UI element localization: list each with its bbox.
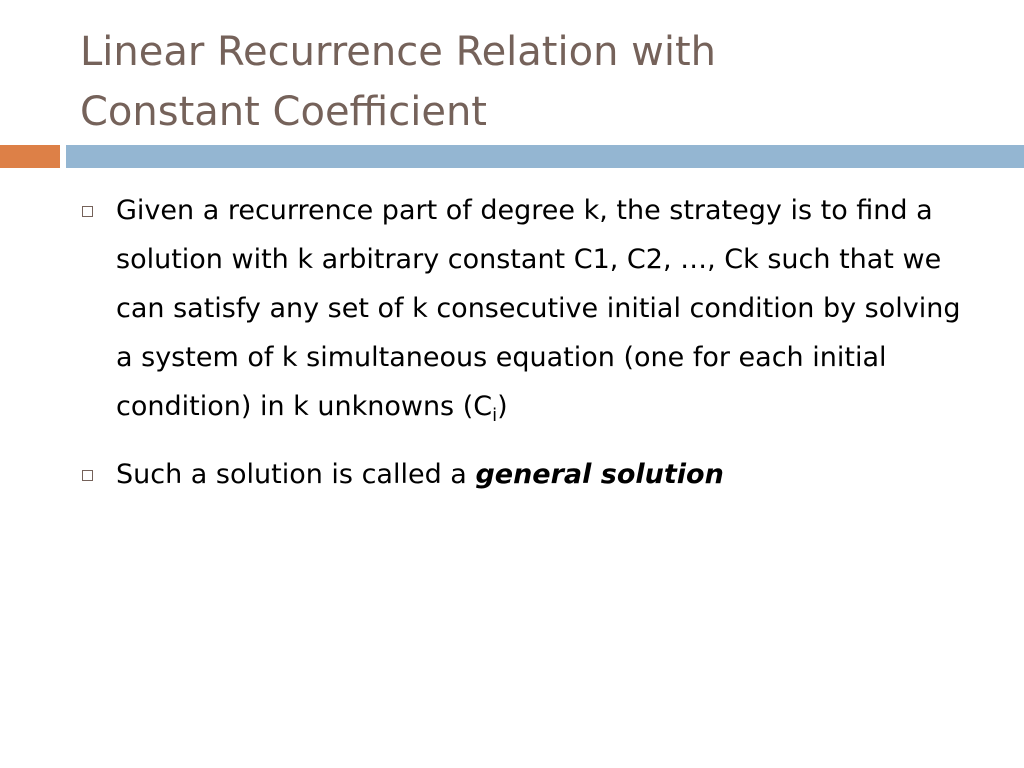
title-line-1: Linear Recurrence Relation with [80,29,716,75]
slide-title [80,22,980,142]
bullet-item-strategy [82,186,982,440]
accent-bar [0,145,60,168]
bullet-text: Such a solution is called a [116,459,476,490]
bullet-suffix: ) [497,391,508,422]
square-bullet-icon [82,470,93,481]
bullet-list [82,186,982,509]
bullet-item-general-solution [82,450,982,499]
emphasis-general-solution: general solution [475,459,724,490]
subscript-i: i [492,405,498,426]
title-divider-bar [66,145,1024,168]
square-bullet-icon [82,206,93,217]
title-line-2: Constant Coefficient [80,89,487,135]
bullet-text: Given a recurrence part of degree k, the strategy is to find a solution with k arbitrary constant C1, C2, …, Ck such that we can satisfy any set of k consecutive initial condition by solving a system of k simultaneous equation (one for each initial condition) in k unknowns (C [116,195,961,422]
